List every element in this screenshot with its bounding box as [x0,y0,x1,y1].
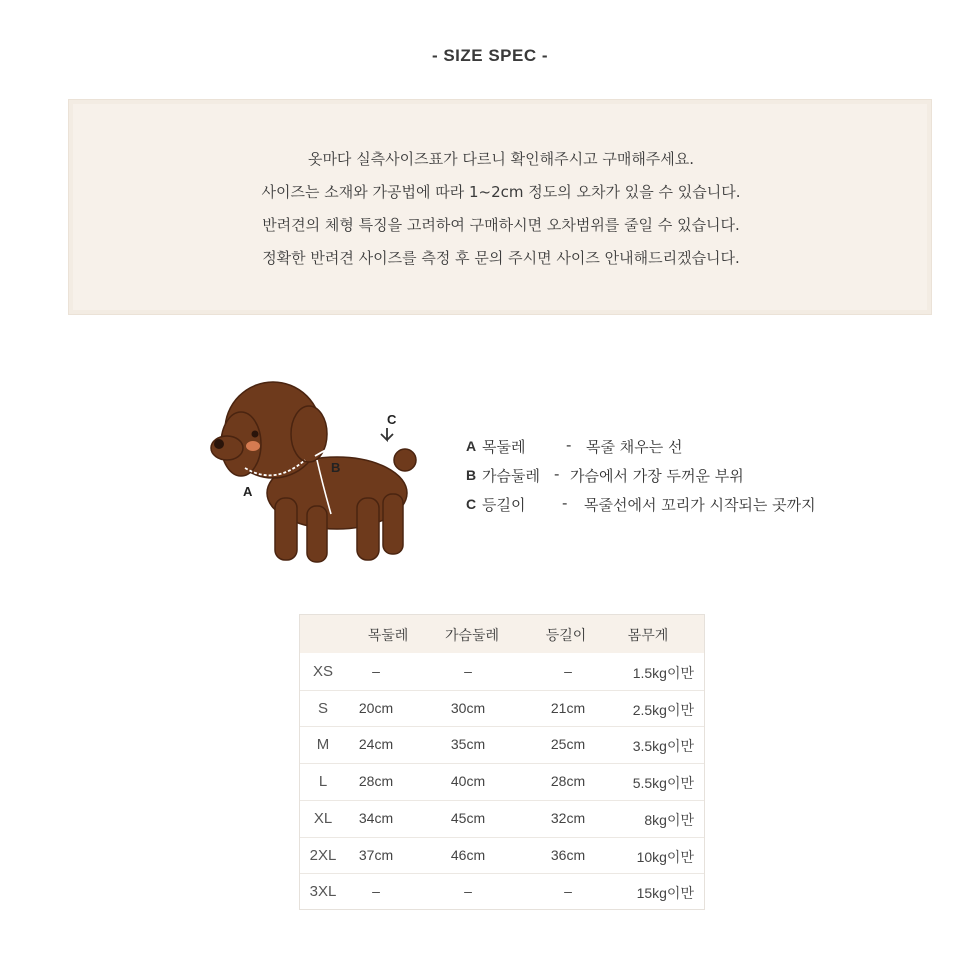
dog-measurement-illustration [205,368,430,573]
table-cell: 30cm [450,699,486,716]
table-cell: 2.5kg이만 [632,701,694,718]
legend-desc: 목줄선에서 꼬리가 시작되는 곳까지 [584,496,816,514]
legend-dash: - [562,494,568,512]
table-cell: – [372,663,380,679]
size-label: 2XL [309,846,337,864]
legend-letter: C [466,496,477,512]
legend-dash: - [554,465,560,483]
row-divider [300,837,704,838]
table-cell: – [464,883,472,900]
table-cell: – [372,883,380,900]
notice-line: 옷마다 실측사이즈표가 다르니 확인해주시고 구매해주세요. [307,150,695,168]
table-cell: 21cm [550,699,586,716]
size-label: M [316,736,330,754]
size-label: L [318,773,328,791]
table-cell: 45cm [450,809,486,826]
table-cell: – [464,663,472,679]
notice-line: 사이즈는 소재와 가공법에 따라 1~2cm 정도의 오차가 있을 수 있습니다. [261,183,741,201]
legend-letter: B [466,467,477,483]
table-cell: 36cm [550,846,586,863]
table-cell: 40cm [450,773,486,790]
table-cell: 28cm [358,773,394,790]
size-label: XL [313,809,333,827]
row-divider [300,726,704,727]
legend-desc: 목줄 채우는 선 [586,438,683,456]
table-cell: – [564,663,572,679]
size-table [299,614,705,910]
table-cell: 32cm [550,809,586,826]
size-label: 3XL [309,883,337,901]
diagram-label-b: B [331,460,341,475]
table-header [300,615,704,653]
size-label: XS [312,663,333,680]
row-divider [300,690,704,691]
table-cell: 5.5kg이만 [632,775,694,792]
header-neck: 목둘레 [367,628,409,644]
table-cell: 46cm [450,846,486,863]
header-back: 등길이 [545,628,587,644]
size-label: S [317,699,328,717]
table-cell: 24cm [358,736,394,753]
table-cell: 34cm [358,809,394,826]
table-cell: 10kg이만 [636,848,694,865]
legend-dash: - [566,436,572,454]
table-cell: 8kg이만 [644,811,694,828]
notice-line: 반려견의 체형 특징을 고려하여 구매하시면 오차범위를 줄일 수 있습니다. [262,216,740,234]
table-cell: 37cm [358,846,394,863]
legend-desc: 가슴에서 가장 두꺼운 부위 [570,467,744,485]
diagram-label-c: C [387,412,397,427]
row-divider [300,763,704,764]
table-cell: 15kg이만 [636,885,694,902]
table-cell: 25cm [550,736,586,753]
page-title: - SIZE SPEC - [431,46,549,65]
legend-letter: A [466,438,477,454]
row-divider [300,800,704,801]
table-cell: – [564,883,572,900]
diagram-label-a: A [243,484,253,499]
header-chest: 가슴둘레 [444,628,500,644]
table-cell: 28cm [550,773,586,790]
table-cell: 20cm [358,699,394,716]
table-cell: 3.5kg이만 [632,738,694,755]
legend-name: 등길이 [482,496,526,514]
notice-line: 정확한 반려견 사이즈를 측정 후 문의 주시면 사이즈 안내해드리겠습니다. [262,249,740,267]
notice-box [68,99,932,315]
table-cell: 1.5kg이만 [632,665,694,681]
header-weight: 몸무게 [627,628,669,644]
row-divider [300,873,704,874]
legend-name: 목둘레 [482,438,526,456]
table-cell: 35cm [450,736,486,753]
legend-name: 가슴둘레 [482,467,540,485]
